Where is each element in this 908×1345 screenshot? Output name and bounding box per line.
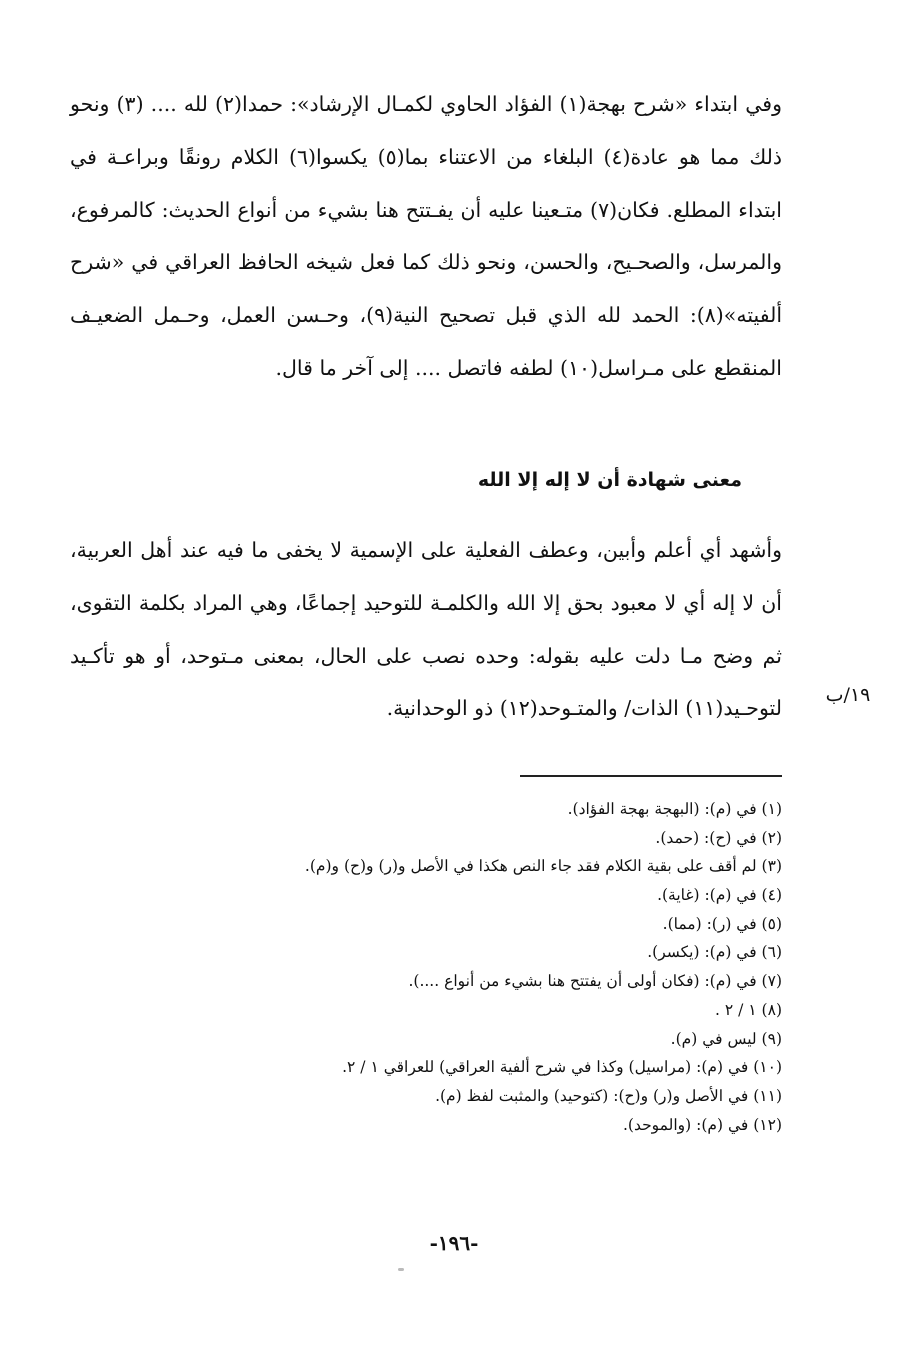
footnote-item: (١١) في الأصل و(ر) و(ح): (كتوحيد) والمثبت لفظ (م).: [435, 1086, 782, 1105]
body-paragraph-2: وأشهد أي أعلم وأبين، وعطف الفعلية على الإسمية لا يخفى ما فيه عند أهل العربية، أن لا إله أي لا معبود بحق إلا الله والكلمـة للتوحيد إجماعًا، وهي المراد بكلمة التقوى، ثم وضح مـا دلت عليه بقوله: وحده نصب على الحال، بمعنى مـتوحد، أو هو تأكـيد لتوحـيد(١١) الذات/ والمتـوحد(١٢) ذو الوحدانية.: [70, 538, 782, 721]
footnote-item: (٨) ١ / ٢ .: [715, 1000, 782, 1019]
body-paragraph-1: وفي ابتداء «شرح بهجة(١) الفؤاد الحاوي لكمـال الإرشاد»: حمدا(٢) لله .... (٣) ونحو ذلك مما هو عادة(٤) البلغاء من الاعتناء بما(٥) يكسوا(٦) الكلام رونقًا وبراعـة في ابتداء المطلع. فكان(٧) متـعينا عليه أن يفـتتح هنا بشيء من أنواع الحديث: كالمرفوع، والمرسل، والصحـيح، والحسن، ونحو ذلك كما فعل شيخه الحافظ العراقي في «شرح ألفيته»(٨): الحمد لله الذي قبل تصحيح النية(٩)، وحـسن العمل، وحـمل الضعيـف المنقطع على مـراسل(١٠) لطفه فاتصل .... إلى آخر ما قال.: [70, 92, 783, 380]
footnote-item: (٢) في (ح): (حمد).: [655, 828, 782, 847]
manuscript-folio-marker: ١٩/ب: [825, 684, 871, 706]
footnote-item: (٧) في (م): (فكان أولى أن يفتتح هنا بشيء من أنواع ....).: [408, 972, 782, 991]
footnote-item: (٩) ليس في (م).: [670, 1029, 782, 1048]
page-number: -١٩٦-: [429, 1231, 479, 1255]
footnotes-list: [140, 795, 782, 1139]
footnote-item: (٤) في (م): (غاية).: [657, 886, 782, 905]
footnote-item: (١٠) في (م): (مراسيل) وكذا في شرح ألفية العراقي) للعراقي ١ / ٢.: [342, 1058, 782, 1077]
footnote-item: (٦) في (م): (يكسر).: [647, 943, 782, 962]
footnote-item: (١) في (م): (البهجة بهجة الفؤاد).: [567, 800, 782, 818]
section-heading: معنى شهادة أن لا إله إلا الله: [477, 469, 742, 491]
footnote-separator: [520, 775, 782, 777]
scan-speck: [398, 1268, 404, 1271]
footnote-item: (٥) في (ر): (مما).: [662, 914, 782, 933]
footnote-item: (٣) لم أقف على بقية الكلام فقد جاء النص هكذا في الأصل و(ر) و(ح) و(م).: [304, 857, 782, 876]
footnote-item: (١٢) في (م): (والموحد).: [622, 1115, 782, 1134]
